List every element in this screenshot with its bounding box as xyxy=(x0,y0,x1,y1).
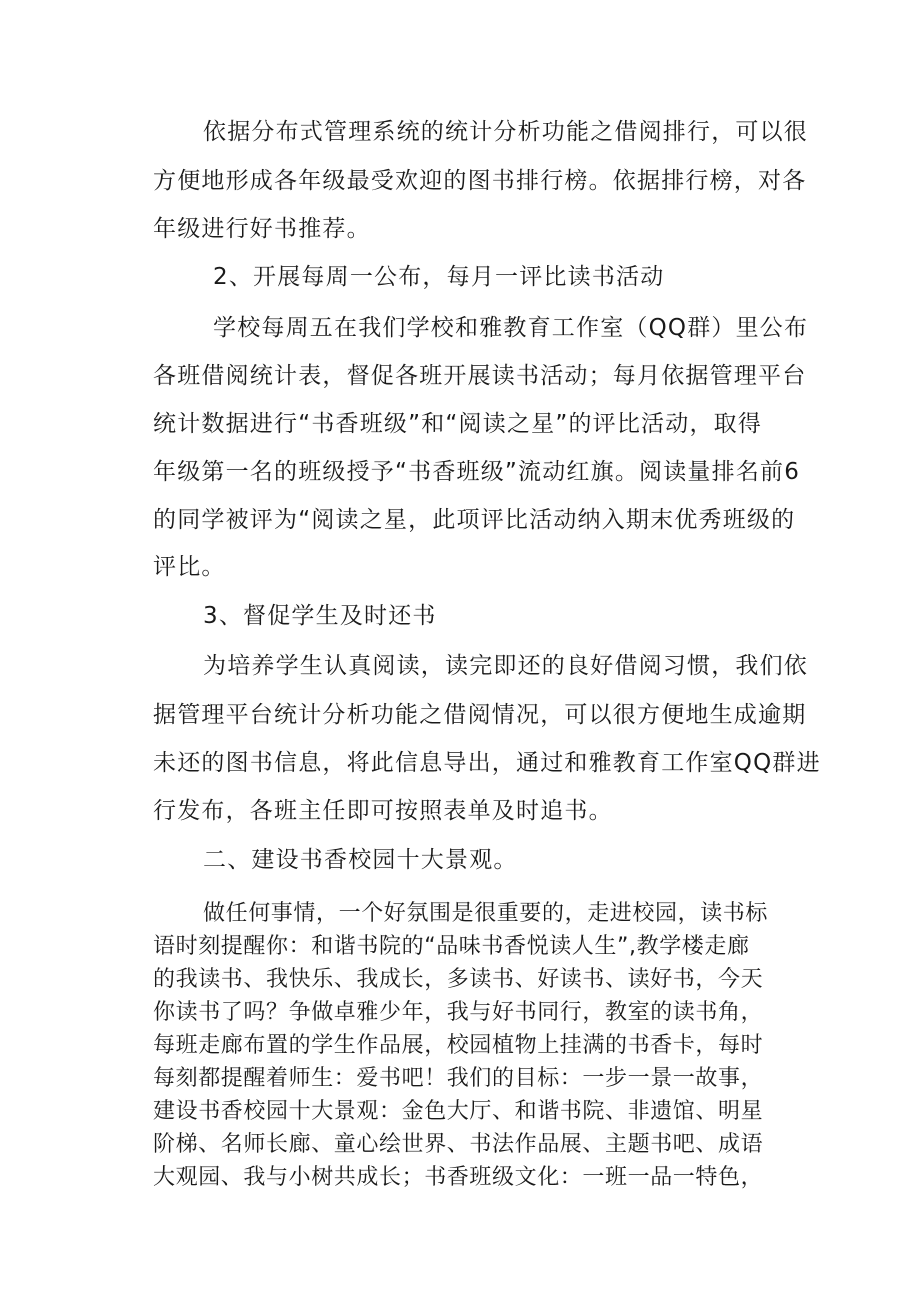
paragraph-2-line-4: 年级第一名的班级授予“书香班级”流动红旗。阅读量排名前6 xyxy=(153,459,801,485)
heading-2: 2、开展每周一公布，每月一评比读书活动 xyxy=(213,264,665,290)
paragraph-2-line-2: 各班借阅统计表，督促各班开展读书活动；每月依据管理平台 xyxy=(153,363,807,389)
paragraph-1-line-3: 年级进行好书推荐。 xyxy=(153,216,371,242)
paragraph-3-line-4: 行发布，各班主任即可按照表单及时追书。 xyxy=(153,798,613,824)
paragraph-4-line-4: 你读书了吗？争做卓雅少年，我与好书同行，教室的读书角， xyxy=(153,1000,764,1025)
paragraph-4-line-9: 大观园、我与小树共成长；书香班级文化：一班一品一特色， xyxy=(153,1165,764,1190)
paragraph-4-line-3: 的我读书、我快乐、我成长，多读书、好读书、读好书，今天 xyxy=(153,967,764,992)
paragraph-1-line-2: 方便地形成各年级最受欢迎的图书排行榜。依据排行榜，对各 xyxy=(153,168,807,194)
paragraph-2-line-6: 评比。 xyxy=(153,554,226,580)
paragraph-4-line-8: 阶梯、名师长廊、童心绘世界、书法作品展、主题书吧、成语 xyxy=(153,1132,764,1157)
paragraph-4-line-1: 做任何事情，一个好氛围是很重要的，走进校园，读书标 xyxy=(203,901,769,926)
paragraph-4-line-7: 建设书香校园十大景观：金色大厅、和谐书院、非遗馆、明星 xyxy=(153,1099,764,1124)
paragraph-3-line-1: 为培养学生认真阅读，读完即还的良好借阅习惯，我们依 xyxy=(203,653,808,679)
paragraph-2-line-1: 学校每周五在我们学校和雅教育工作室（QQ群）里公布 xyxy=(213,315,809,341)
paragraph-2-line-5: 的同学被评为“阅读之星，此项评比活动纳入期末优秀班级的 xyxy=(153,507,796,533)
section-heading: 二、建设书香校园十大景观。 xyxy=(203,847,518,873)
paragraph-1-line-1: 依据分布式管理系统的统计分析功能之借阅排行，可以很 xyxy=(203,119,808,145)
paragraph-4-line-6: 每刻都提醒着师生：爱书吧！我们的目标：一步一景一故事， xyxy=(153,1066,764,1091)
paragraph-2-line-3: 统计数据进行“书香班级”和“阅读之星”的评比活动，取得 xyxy=(153,411,763,437)
paragraph-4-line-5: 每班走廊布置的学生作品展，校园植物上挂满的书香卡，每时 xyxy=(153,1033,764,1058)
paragraph-3-line-3: 未还的图书信息，将此信息导出，通过和雅教育工作室QQ群进 xyxy=(153,750,821,776)
paragraph-3-line-2: 据管理平台统计分析功能之借阅情况，可以很方便地生成逾期 xyxy=(153,702,807,728)
paragraph-4-line-2: 语时刻提醒你：和谐书院的“品味书香悦读人生”,教学楼走廊 xyxy=(153,934,750,959)
heading-3: 3、督促学生及时还书 xyxy=(203,603,437,629)
